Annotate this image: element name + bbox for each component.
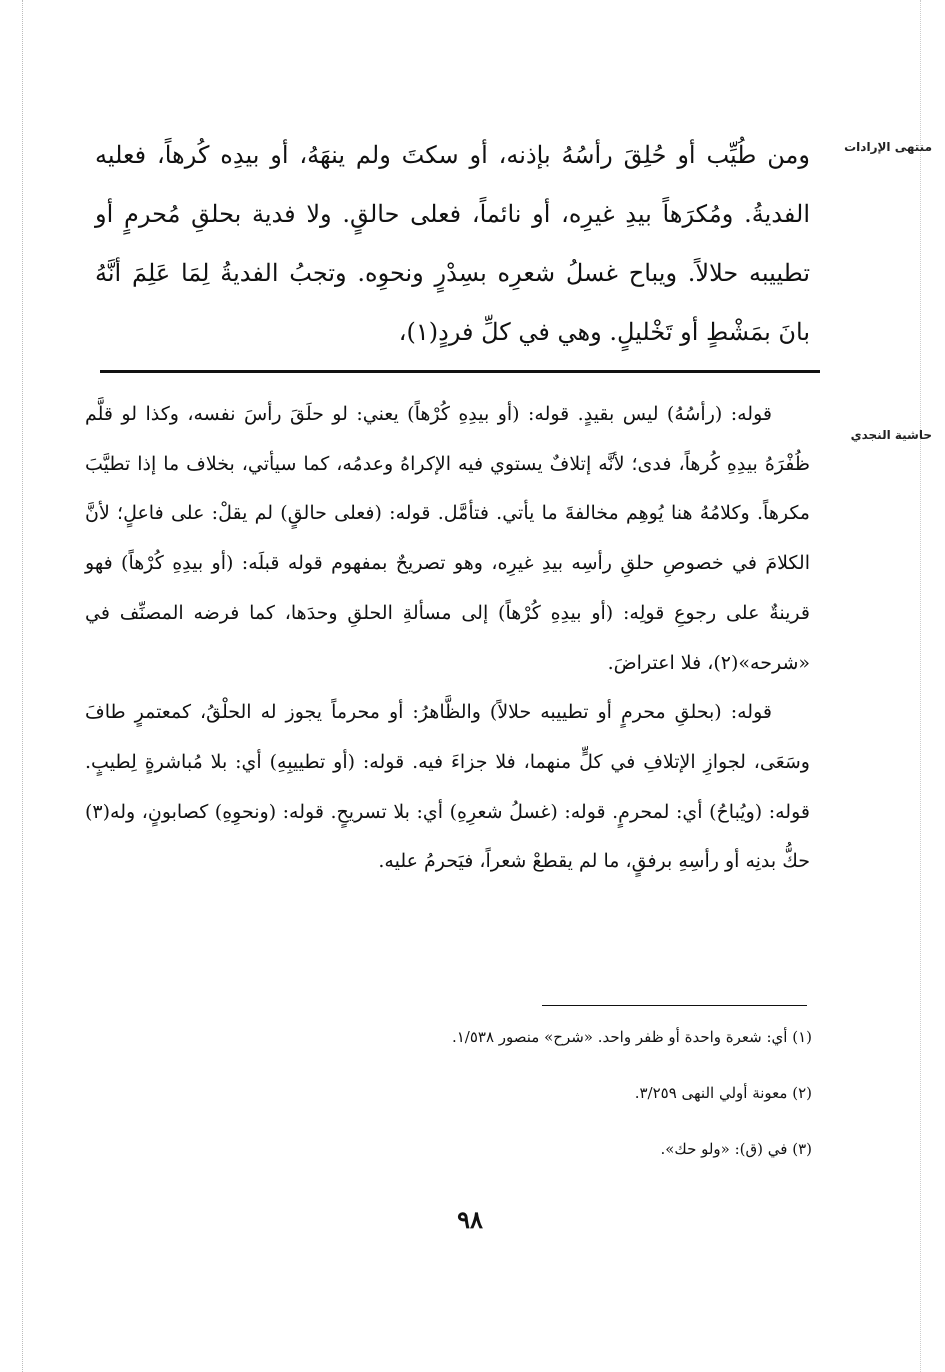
scan-margin-dots xyxy=(920,0,921,1372)
side-label-commentary: حاشية النجدي xyxy=(850,428,932,442)
commentary-block xyxy=(85,390,810,887)
footnote: (١) أي: شعرة واحدة أو ظفر واحد. «شرح» منصور ١/٥٣٨. xyxy=(451,1028,812,1046)
commentary-paragraph: قوله: (بحلقِ محرمٍ أو تطييبه حلالاً) والظَّاهرُ: أو محرماً يجوز له الحلْقُ، كمعتمرٍ طافَ وسَعَى، لجوازِ الإتلافِ في كلٍّ منهما، فلا جزاءَ فيه. قوله: (أو تطييبِهِ) أي: بلا مُباشرةٍ لِطيبٍ. قوله: (ويُباحُ) أي: لمحرمٍ. قوله: (غسلُ شعرِهِ) أي: بلا تسريحٍ. قوله: (ونحوِهِ) كصابونٍ، وله(٣) حكُّ بدنِه أو رأسِهِ برفقٍ، ما لم يقطعْ شعراً، فيَحرمُ عليه. xyxy=(85,701,810,873)
scan-margin-dots xyxy=(22,0,23,1372)
page-number: ٩٨ xyxy=(457,1205,483,1234)
commentary-paragraph: قوله: (رأسُهُ) ليس بقيدٍ. قوله: (أو بيدِهِ كُرْهاً) يعني: لو حلَقَ رأسَ نفسه، وكذا لو قلَّم ظُفْرَهُ بيدِهِ كُرهاً، فدى؛ لأنَّه إتلافٌ يستوي فيه الإكراهُ وعدمُه، كما سيأتي، بخلاف ما إذا تطيَّبَ مكرهاً. وكلامُهُ هنا يُوهِم مخالفةَ ما يأتي. فتأمَّل. قوله: (فعلى حالقٍ) لم يقلْ: على فاعلٍ؛ لأنَّ الكلامَ في خصوصِ حلقِ رأسِه بيدِ غيرِه، وهو تصريحٌ بمفهوم قوله قبلَه: (أو بيدِهِ كُرْهاً) فهو قرينةٌ على رجوعِ قولِه: (أو بيدِهِ كُرْهاً) إلى مسألةِ الحلقِ وحدَها، كما فرضه المصنِّف في «شرحه»(٢)، فلا اعتراضَ. xyxy=(85,403,810,674)
footnotes-block xyxy=(100,1020,812,1188)
footnote: (٢) معونة أولي النهى ٣/٢٥٩. xyxy=(634,1084,812,1102)
side-label-main: منتهى الإرادات xyxy=(844,140,932,154)
footnote: (٣) في (ق): «ولو حك». xyxy=(660,1140,812,1158)
main-text-block xyxy=(95,126,810,362)
footnote-divider xyxy=(542,1005,807,1006)
main-text-paragraph: ومن طُيِّب أو حُلِقَ رأسُهُ بإذنه، أو سكتَ ولم ينهَهُ، أو بيدِه كُرهاً، فعليه الفديةُ. ومُكرَهاً بيدِ غيرِه، أو نائماً، فعلى حالقٍ. ولا فدية بحلقِ مُحرمٍ أو تطييبه حلالاً. ويباح غسلُ شعرِه بسِدْرٍ ونحوِه. وتجبُ الفديةُ لِمَا عَلِمَ أنَّهُ بانَ بمَشْطٍ أو تَخْليلٍ. وهي في كلِّ فردٍ(١)، xyxy=(95,141,810,346)
section-divider xyxy=(100,370,820,373)
